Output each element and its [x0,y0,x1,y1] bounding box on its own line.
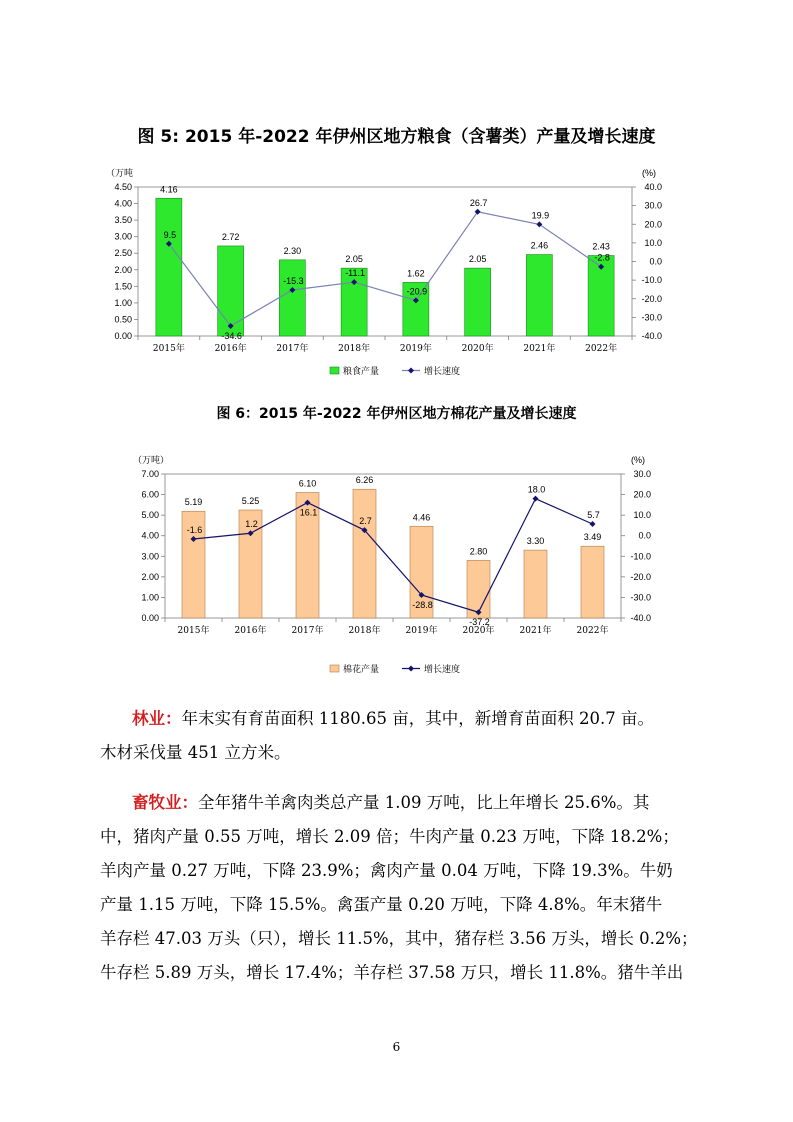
bar-value-label: 5.25 [241,496,260,506]
growth-value-label: -28.8 [412,599,433,610]
right-tick-label: -40.0 [641,331,662,341]
x-tick-label: 2018年 [348,626,381,636]
forestry-line-2: 木材采伐量 451 立方米。 [100,743,291,762]
growth-value-label: -34.6 [221,330,242,341]
right-tick-label: 10.0 [633,510,651,521]
bar-value-label: 3.49 [583,532,602,543]
legend-bar-label: 棉花产量 [343,664,380,674]
bar-2017年 [279,260,305,336]
left-tick-label: 5.00 [141,510,159,521]
bar-2021年 [526,255,552,336]
bar-value-label: 6.10 [298,478,317,489]
right-axis-unit: (%) [631,455,645,465]
plot-area [138,187,632,336]
figure-5-title: 图 5: 2015 年-2022 年伊州区地方粮食（含薯类）产量及增长速度 [137,127,656,147]
x-tick-label: 2020年 [461,344,494,354]
forestry-line-1: 年末实有育苗面积 1180.65 亩，其中，新增育苗面积 20.7 亩。 [181,709,654,728]
right-tick-label: -20.0 [630,571,651,582]
bar-value-label: 2.43 [592,241,610,252]
growth-value-label: -37.2 [469,617,490,628]
x-tick-label: 2019年 [399,344,432,354]
bar-value-label: 4.46 [412,512,431,523]
bar-2015年 [156,198,182,336]
right-axis-unit: (%) [642,168,656,178]
livestock-line-4: 产量 1.15 万吨，下降 15.5%。禽蛋产量 0.20 万吨，下降 4.8%。年末猪牛 [100,895,663,914]
left-axis-unit: （万吨 [106,168,134,178]
left-tick-label: 6.00 [141,489,159,500]
growth-value-label: 2.7 [359,516,372,527]
growth-value-label: 5.7 [587,509,600,520]
right-tick-label: -10.0 [630,551,651,562]
bar-value-label: 2.46 [530,240,549,251]
bar-2020年 [465,268,491,336]
bar-value-label: 1.62 [407,268,425,279]
bar-value-label: 2.72 [221,231,240,242]
growth-value-label: 16.1 [299,507,318,518]
growth-value-label: -1.6 [186,525,203,536]
left-tick-label: 2.00 [114,264,132,275]
x-tick-label: 2015年 [152,344,185,354]
growth-value-label: 1.2 [245,519,258,530]
x-tick-label: 2015年 [177,626,210,636]
left-tick-label: 7.00 [141,469,159,479]
right-tick-label: 40.0 [644,182,662,192]
right-tick-label: 0.0 [638,530,651,541]
livestock-line-2: 中，猪肉产量 0.55 万吨，增长 2.09 倍；牛肉产量 0.23 万吨，下降 18.2%； [100,827,679,846]
livestock-paragraph [100,786,698,990]
left-tick-label: 4.50 [114,182,132,192]
right-tick-label: 20.0 [633,489,651,500]
right-tick-label: 30.0 [644,200,662,211]
left-tick-label: 2.50 [114,248,132,259]
growth-value-label: 26.7 [469,197,488,208]
growth-value-label: -20.9 [406,286,428,297]
bar-2022年 [581,546,604,618]
x-tick-label: 2017年 [276,344,309,354]
x-tick-label: 2021年 [519,626,552,636]
left-tick-label: 0.50 [114,314,132,325]
legend-bar-swatch [330,367,339,374]
left-tick-label: 1.50 [114,281,132,292]
growth-point-2022年 [590,521,596,527]
bar-value-label: 2.80 [469,546,488,557]
left-tick-label: 1.00 [114,297,132,308]
right-tick-label: -20.0 [641,293,662,304]
legend-bar-swatch [330,665,339,672]
right-tick-label: 20.0 [644,219,662,230]
bar-value-label: 2.05 [468,254,487,265]
livestock-line-6: 牛存栏 5.89 万头，增长 17.4%；羊存栏 37.58 万只，增长 11.8%。猪牛羊出 [100,963,684,982]
bar-2018年 [353,489,376,618]
x-tick-label: 2022年 [585,344,618,354]
grain-chart [0,166,793,381]
livestock-line-1: 全年猪牛羊禽肉类总产量 1.09 万吨，比上年增长 25.6%。其 [198,793,650,812]
legend-bar-label: 粮食产量 [343,366,380,376]
right-tick-label: 30.0 [633,469,651,479]
left-tick-label: 1.00 [141,592,159,603]
livestock-line-3: 羊肉产量 0.27 万吨，下降 23.9%；禽肉产量 0.04 万吨，下降 19.3%。牛奶 [100,861,673,880]
left-axis-unit: （万吨） [133,455,170,465]
right-tick-label: -30.0 [641,312,662,323]
left-tick-label: 4.00 [114,198,132,209]
right-tick-label: 0.0 [649,256,662,267]
legend-line-label: 增长速度 [424,664,461,674]
page-number: 6 [392,1040,401,1054]
bar-2016年 [218,246,244,336]
bar-value-label: 4.16 [160,184,178,195]
right-tick-label: -30.0 [630,592,651,603]
cotton-chart [0,448,793,683]
bar-value-label: 6.26 [355,475,374,486]
livestock-lead: 畜牧业： [132,793,198,812]
growth-value-label: -15.3 [283,275,304,286]
figure-6-title: 图 6：2015 年-2022 年伊州区地方棉花产量及增长速度 [216,406,577,422]
x-tick-label: 2021年 [523,344,556,354]
plot-area [165,474,621,618]
bar-2021年 [524,550,547,618]
left-tick-label: 4.00 [141,530,159,541]
bar-value-label: 5.19 [184,497,203,508]
growth-value-label: 18.0 [527,484,546,495]
x-tick-label: 2016年 [234,626,267,636]
growth-value-label: -2.8 [594,252,610,263]
legend-line-marker [408,666,414,672]
x-tick-label: 2022年 [576,626,609,636]
left-tick-label: 3.00 [141,551,159,562]
right-tick-label: -40.0 [630,613,651,623]
livestock-line-5: 羊存栏 47.03 万头（只），增长 11.5%，其中，猪存栏 3.56 万头，增长 0.2%； [100,929,698,948]
left-tick-label: 0.00 [114,331,132,341]
left-tick-label: 0.00 [141,613,159,623]
left-tick-label: 2.00 [141,571,159,582]
forestry-lead: 林业： [132,709,182,728]
left-tick-label: 3.00 [114,231,132,242]
x-tick-label: 2016年 [214,344,247,354]
growth-value-label: 9.5 [163,229,177,240]
bar-2018年 [341,268,367,336]
growth-value-label: 19.9 [531,210,550,221]
legend-line-marker [408,368,414,374]
bar-value-label: 3.30 [526,536,545,547]
x-tick-label: 2018年 [338,344,371,354]
bar-value-label: 2.30 [283,245,302,256]
left-tick-label: 3.50 [114,215,132,226]
x-tick-label: 2020年 [462,626,495,636]
growth-point-2021年 [533,496,539,502]
right-tick-label: -10.0 [641,275,662,286]
growth-value-label: -11.1 [345,268,366,279]
bar-value-label: 2.05 [345,254,363,265]
right-tick-label: 10.0 [644,237,662,248]
legend-line-label: 增长速度 [424,366,461,376]
x-tick-label: 2019年 [405,626,438,636]
forestry-paragraph [100,702,677,770]
x-tick-label: 2017年 [291,626,324,636]
